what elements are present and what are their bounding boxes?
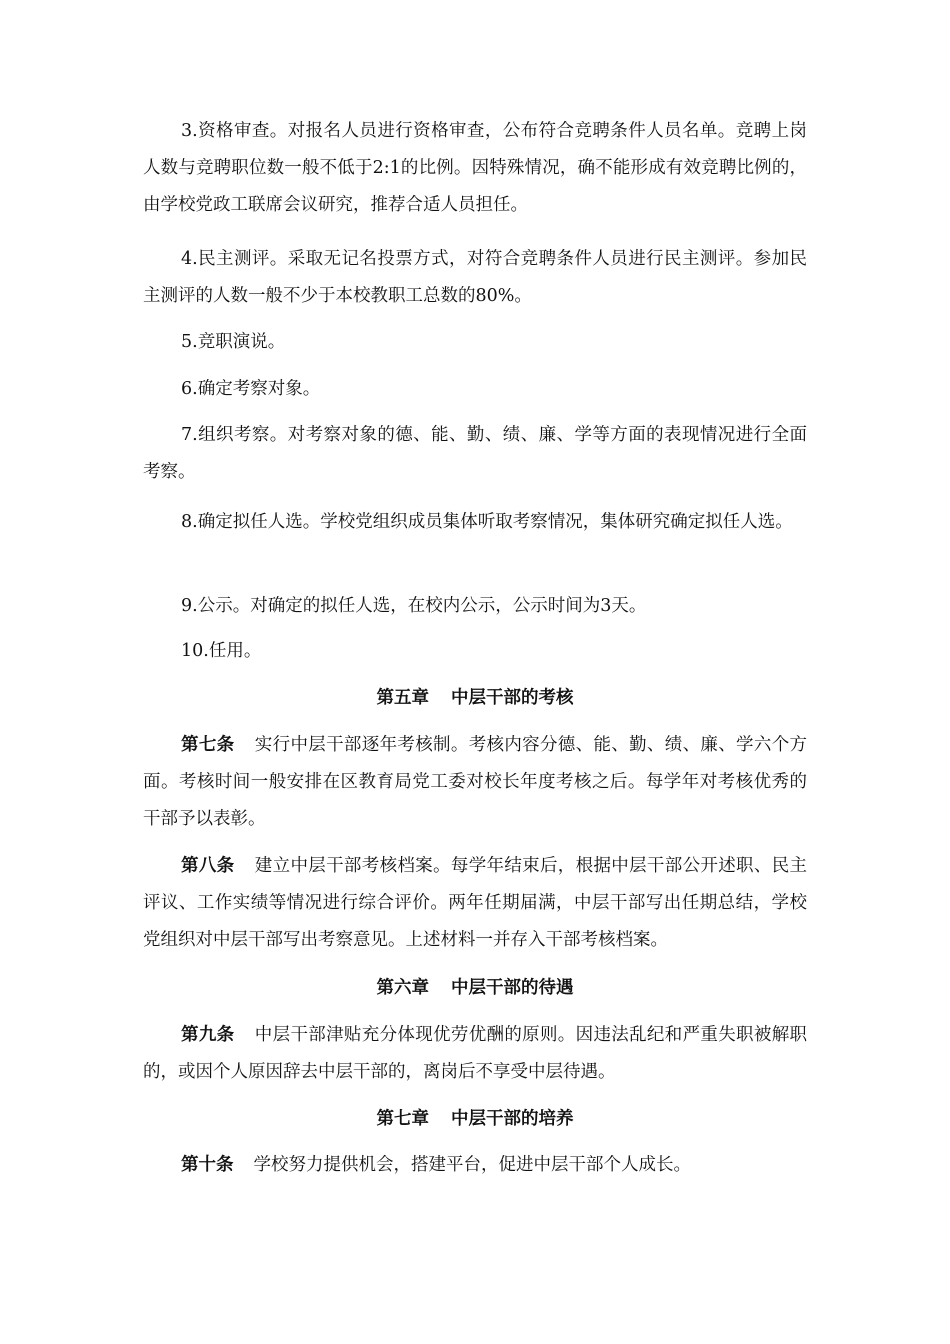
article-8	[143, 848, 807, 959]
step-3-qualification-review: 3.资格审查。对报名人员进行资格审查，公布符合竞聘条件人员名单。竞聘上岗人数与竞聘职位数一般不低于2:1的比例。因特殊情况，确不能形成有效竞聘比例的，由学校党政工联席会议研究，推荐合适人员担任。	[143, 121, 807, 215]
article-7-label: 第七条	[181, 735, 235, 755]
article-10-label: 第十条	[181, 1155, 234, 1175]
article-7-text: 实行中层干部逐年考核制。考核内容分德、能、勤、绩、廉、学六个方面。考核时间一般安排在区教育局党工委对校长年度考核之后。每学年对考核优秀的干部予以表彰。	[143, 735, 808, 829]
chapter-6-heading	[0, 973, 950, 1003]
article-8-label: 第八条	[181, 856, 235, 876]
step-8-determine-appointees: 8.确定拟任人选。学校党组织成员集体听取考察情况，集体研究确定拟任人选。	[181, 512, 793, 532]
step-4-democratic-evaluation: 4.民主测评。采取无记名投票方式，对符合竞聘条件人员进行民主测评。参加民主测评的人数一般不少于本校教职工总数的80%。	[143, 249, 807, 306]
step-5-campaign-speech: 5.竞职演说。	[181, 332, 286, 352]
chapter-7-number: 第七章	[376, 1109, 429, 1129]
step-10-appointment: 10.任用。	[181, 641, 262, 661]
article-9-label: 第九条	[181, 1025, 235, 1045]
article-9-text: 中层干部津贴充分体现优劳优酬的原则。因违法乱纪和严重失职被解职的，或因个人原因辞去中层干部的，离岗后不享受中层待遇。	[143, 1025, 808, 1082]
step-7-organize-inspection: 7.组织考察。对考察对象的德、能、勤、绩、廉、学等方面的表现情况进行全面考察。	[143, 425, 807, 482]
chapter-7-heading	[0, 1104, 950, 1134]
chapter-5-title: 中层干部的考核	[451, 688, 574, 708]
chapter-7-title: 中层干部的培养	[451, 1109, 574, 1129]
article-10	[143, 1147, 807, 1184]
chapter-6-number: 第六章	[376, 978, 429, 998]
chapter-5-heading	[0, 683, 950, 713]
article-7	[143, 727, 807, 838]
article-8-text: 建立中层干部考核档案。每学年结束后，根据中层干部公开述职、民主评议、工作实绩等情况进行综合评价。两年任期届满，中层干部写出任期总结，学校党组织对中层干部写出考察意见。上述材料一并存入干部考核档案。	[143, 856, 808, 950]
step-6-determine-candidates: 6.确定考察对象。	[181, 379, 321, 399]
step-9-public-notice: 9.公示。对确定的拟任人选，在校内公示，公示时间为3天。	[181, 596, 647, 616]
chapter-5-number: 第五章	[376, 688, 429, 708]
article-10-text: 学校努力提供机会，搭建平台，促进中层干部个人成长。	[253, 1155, 691, 1175]
chapter-6-title: 中层干部的待遇	[451, 978, 574, 998]
article-9	[143, 1017, 807, 1091]
